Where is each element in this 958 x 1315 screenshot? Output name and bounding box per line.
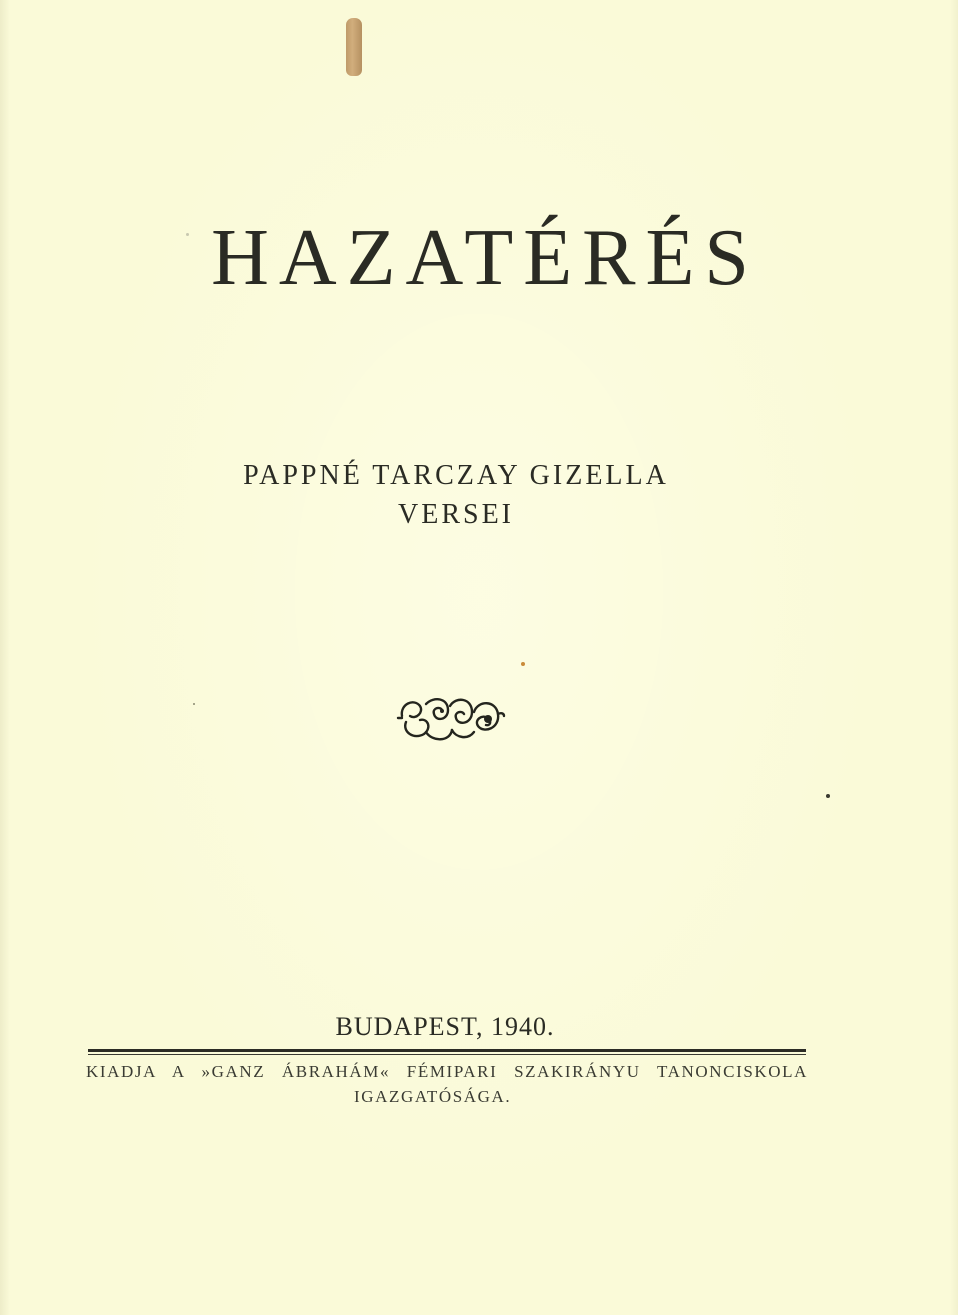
- author-block: [0, 456, 912, 534]
- place-and-year: BUDAPEST, 1940.: [335, 1012, 555, 1041]
- divider-rule-thin: [88, 1054, 806, 1055]
- publisher-line: KIADJA A »GANZ ÁBRAHÁM« FÉMIPARI SZAKIRÁNYU TANONCISKOLA: [86, 1062, 808, 1081]
- author-name: PAPPNÉ TARCZAY GIZELLA: [243, 460, 669, 491]
- paper-speck: [193, 703, 195, 705]
- publisher-block: [86, 1060, 808, 1109]
- paper-stain: [346, 18, 362, 76]
- cover-title: HAZATÉRÉS: [211, 214, 759, 302]
- divider-rule: [88, 1049, 806, 1052]
- publisher-line: IGAZGATÓSÁGA.: [354, 1086, 512, 1106]
- paper-speck: [521, 662, 525, 666]
- paper-speck: [826, 794, 830, 798]
- decorative-scroll-ornament-icon: [396, 692, 508, 746]
- author-subtitle: VERSEI: [398, 499, 514, 531]
